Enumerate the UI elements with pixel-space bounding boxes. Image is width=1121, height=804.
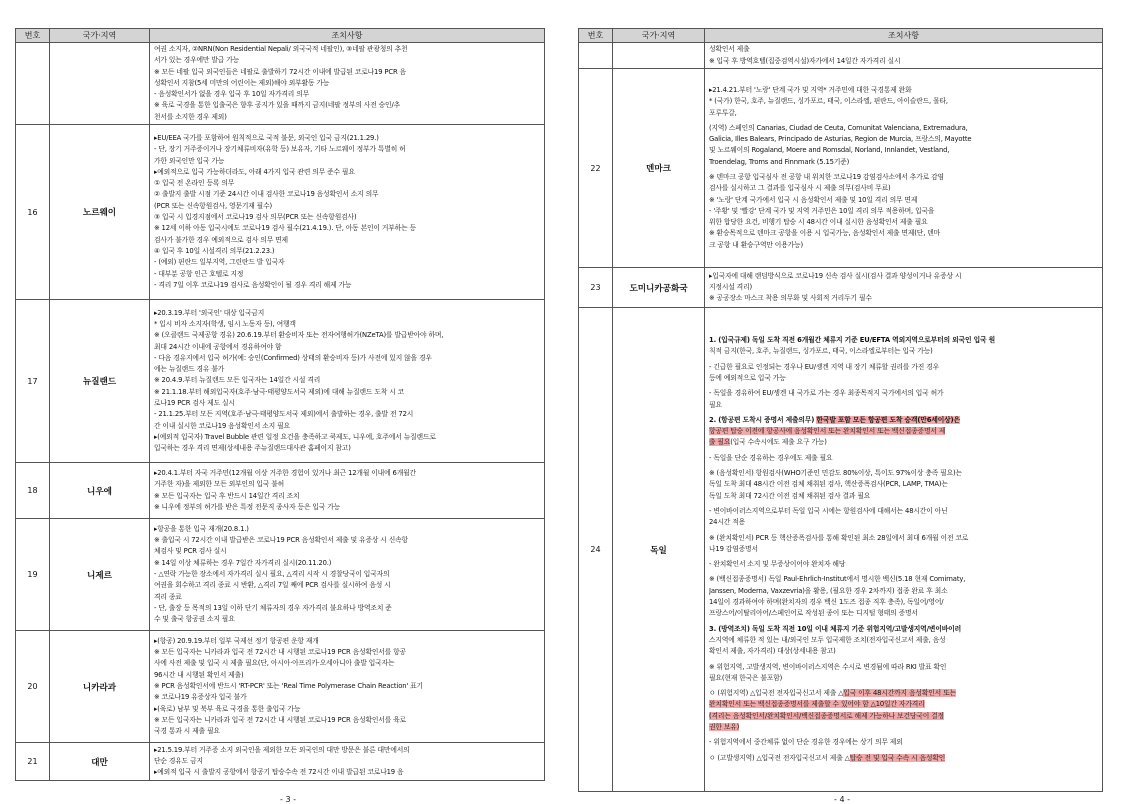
row-measures	[705, 43, 1103, 69]
highlighted-text: 탑승 전 및 입국 수속 시 음성확인	[849, 753, 946, 762]
measure-line: 3. (방역조치) 독일 도착 직전 10일 이내 체류지 기준 위험지역/고발생지역/변이바이러	[709, 624, 961, 633]
measure-line: 여권을 회수하고 격리 종료 시 반환, △격리 7일 째에 PCR 검사를 실시하여 음성 시	[154, 581, 391, 590]
row-number: 21	[16, 743, 50, 781]
row-country: 덴마크	[613, 69, 705, 268]
table-row	[16, 519, 545, 631]
header-number: 번호	[16, 29, 50, 43]
measure-line: 성확인서 지참(5세 미만의 어린이는 제외)해야 외부활동 가능	[154, 78, 330, 87]
measure-line: ▸항공을 통한 입국 재개(20.8.1.)	[154, 524, 249, 533]
row-measures	[705, 308, 1103, 792]
measure-line: - △연락 가능한 장소에서 자가격리 실시 필요, △격리 시작 시 경찰당국이 입국자의	[154, 569, 390, 578]
row-number: 23	[579, 268, 613, 308]
measure-line: 거주한 자)을 제외한 모든 외부인의 입국 불허	[154, 480, 285, 489]
row-number	[16, 43, 50, 125]
measure-line: ※ (백신접종증명서) 독일 Paul-Ehrlich-Institut에서 명시한 백신(5.18 현재 Comirnaty,	[709, 575, 966, 584]
header-country: 국가·지역	[613, 29, 705, 43]
table-row	[16, 743, 545, 781]
measure-line: 24시간 적용	[709, 518, 746, 527]
measure-line: ※ (오클랜드 국제공항 경유) 20.6.19.부터 환승비자 또는 전자여행허가(NZeTA)를 발급받아야 하며,	[154, 331, 444, 340]
measure-line: - 긴급한 필요로 인정되는 경우나 EU/솅겐 지역 내 장기 체류할 권리를 가진 경우	[709, 362, 940, 371]
row-country: 니제르	[50, 519, 150, 631]
measure-line: ※ 20.4.9.부터 뉴질랜드 모든 입국자는 14일간 시설 격리	[154, 376, 321, 385]
measure-line: ※ (음성확인서) 항원검사(WHO기준인 민감도 80%이상, 특이도 97%이상 충족 필요)는	[709, 469, 962, 478]
measure-line: - 단, 출장 등 목적의 13일 이하 단기 체류자의 경우 자가격리 불요하나 방역조치 준	[154, 603, 392, 612]
row-country: 독일	[613, 308, 705, 792]
table-row	[16, 43, 545, 125]
table-body-left	[16, 43, 545, 781]
measure-line: 프랑스어/이탈리아어/스페인어로 작성된 종이 또는 디지털 형태의 증명서	[709, 609, 918, 618]
measure-line: ▸EU/EEA 국가를 포함하여 원칙적으로 국적 불문, 외국인 입국 금지(21.1.29.)	[154, 134, 379, 142]
measure-line: 에는 뉴질랜드 경유 불가	[154, 365, 225, 374]
measure-line: ① 입국 전 온라인 등록 의무	[154, 179, 235, 188]
header-measures: 조치사항	[150, 29, 545, 43]
row-country: 뉴질랜드	[50, 300, 150, 463]
row-number: 22	[579, 69, 613, 268]
row-country	[50, 43, 150, 125]
measure-line: ▸20.4.1.부터 자국 거주민(12개월 이상 거주한 경험이 있거나 최근 12개월 이내에 6개월간	[154, 468, 416, 477]
measure-line: ※ 21.1.18.부터 해외입국자(호주·남극·태평양도서국 제외)에 대해 뉴질랜드 도착 시 코	[154, 387, 405, 396]
measure-line: 나19 감염증명서	[709, 544, 758, 553]
measure-line: - 격리 7일 이후 코로나19 검사로 음성확인이 될 경우 격리 해제 가능	[154, 280, 352, 289]
measure-line: 가한 외국인만 입국 가능	[154, 156, 225, 165]
measure-line	[709, 722, 1099, 733]
measure-line: 확인서 제출, 자가격리) 대상(상세내용 참고)	[709, 647, 836, 656]
row-country: 니우에	[50, 463, 150, 519]
measure-line: ㅇ (위험지역) △입국전 전자입국신고서 제출 △입국 이후 48시간까지 음성확인서 또는	[709, 689, 956, 698]
measure-line: Galicia, Illes Balears, Principado de Asturias, Region de Murcia, 프랑스의, Mayotte	[709, 135, 972, 144]
table-row	[579, 268, 1103, 308]
measure-line: ※ 입국 후 방역호텔(집중검역시설)자가에서 14일간 자가격리 실시	[709, 56, 901, 65]
highlighted-text: 항공편 탑승 이전에 항공사에 음성확인서 또는 완치확인서 또는 백신접종증명서 제	[709, 427, 946, 436]
measure-line: ※ 모든 네팔 입국 외국인들은 네팔로 출발하기 72시간 이내에 발급된 코로나19 PCR 음	[154, 67, 406, 76]
measure-line: - 독일을 경유하여 EU/솅겐 내 국가로 가는 경우 최종목적지 국가에서의 입국 허가	[709, 389, 944, 398]
measure-line: ※ 덴마크 공항 입국심사 전 공항 내 위치한 코로나19 감염검사소에서 추가로 감염	[709, 173, 944, 181]
row-country: 노르웨이	[50, 125, 150, 300]
measure-line: 국경 통과 시 제출 필요	[154, 727, 220, 736]
row-measures	[705, 69, 1103, 268]
row-measures	[150, 631, 545, 743]
table-row	[16, 631, 545, 743]
measure-line: 필요	[709, 400, 722, 409]
measure-line: Troendelag, Troms and Finnmark (5.15기준)	[709, 157, 850, 166]
measure-line: ▸(항공) 20.9.19.부터 일부 국제선 정기 항공편 운항 재개	[154, 636, 319, 645]
highlighted-text: 출 필요	[709, 438, 731, 447]
measure-line: 1. (입국규제) 독일 도착 직전 6개월간 체류지 기준 EU/EFTA 역외지역으로부터의 외국인 입국 원	[709, 336, 996, 345]
measure-line: ※ 위험지역, 고발생지역, 변이바이러스지역은 수시로 변경됨에 따라 RKI 발표 확인	[709, 662, 947, 671]
right-page	[578, 28, 1103, 804]
measure-line: ※ 환승목적으로 덴마크 공항을 이용 시 입국가능, 음성확인서 제출 면제(단, 덴마	[709, 229, 941, 238]
table-row	[579, 69, 1103, 268]
measure-line: 스지역에 체류한 적 있는 내/외국인 모두 입국제한 조치(전자입국신고서 제출, 음성	[709, 635, 946, 644]
measure-line: 출 필요(입국 수속시에도 제출 요구 가능)	[709, 438, 827, 447]
measure-line: ※ 14일 이상 체류하는 경우 7일간 자가격리 실시(20.11.20.)	[154, 558, 332, 567]
row-measures	[150, 463, 545, 519]
measure-line: 96시간 내 시행된 확인서 제출)	[154, 670, 244, 679]
row-measures	[150, 125, 545, 300]
highlighted-text: (격리는 음성확인서/완치확인서/백신접종증명서로 해제 가능하나 보건당국이 결정	[709, 711, 944, 720]
measure-line: ▸예외적 입국 시 출발지 공항에서 항공기 탑승수속 전 72시간 이내 발급된 코로나19 음	[154, 768, 404, 777]
measure-line: 서가 있는 경우에만 발급 가능	[154, 56, 240, 65]
measure-line: 포루투갈,	[709, 108, 737, 117]
measure-line: - 대부분 공항 인근 호텔로 지정	[154, 269, 244, 278]
row-measures	[150, 519, 545, 631]
measure-line: ※ 니우에 정부의 허가를 받은 특정 전문직 종사자 등은 입국 가능	[154, 502, 341, 511]
measure-line: ④ 입국 후 10일 시설격리 의무(21.2.23.)	[154, 246, 275, 255]
page-number-right: - 4 -	[834, 795, 850, 804]
row-number: 24	[579, 308, 613, 792]
measure-line: - 음성확인서가 없을 경우 입국 후 10일 자가격리 의무	[154, 90, 310, 99]
table-body-right	[579, 43, 1103, 792]
row-measures	[150, 300, 545, 463]
row-country: 니카라과	[50, 631, 150, 743]
measure-line: Janssen, Moderna, Vaxzevria)을 활용, (필요한 경우 2차까지) 접종 완료 후 최소	[709, 586, 948, 595]
measure-line: 칙적 금지(한국, 호주, 뉴질랜드, 싱가포르, 태국, 이스라엘로부터는 입국 가능)	[709, 347, 933, 356]
measure-line: - 독일을 단순 경유하는 경우에도 제출 필요	[709, 453, 833, 462]
measures-table-right	[578, 28, 1103, 792]
measure-line: ※ 모든 입국자는 입국 후 반드시 14일간 격리 조치	[154, 491, 300, 500]
measure-line: 검사가 불가한 경우 예외적으로 검사 의무 면제	[154, 235, 288, 244]
measure-line: 2. (항공편 도착시 증명서 제출의무) 한국발 포함 모든 항공편 도착 승객(만6세이상)은	[709, 415, 960, 424]
measure-line: ※ 출입국 시 72시간 이내 발급받은 코로나19 PCR 음성확인서 제출 및 유증상 시 신속항	[154, 536, 408, 545]
measure-line: * 입시 비자 소지자(학생, 임시 노동자 등), 여행객	[154, 319, 296, 328]
table-header	[16, 29, 545, 43]
row-number: 16	[16, 125, 50, 300]
measure-line: ③ 입국 시 입경지점에서 코로나19 검사 의무(PCR 또는 신속항원검사)	[154, 213, 357, 222]
table-row	[579, 308, 1103, 792]
table-row	[16, 300, 545, 463]
measure-line: 사에 사전 제출 및 입국 시 제출 필요(단, 아시아·아프리카·오세아니아 출발 입국자는	[154, 659, 395, 668]
measure-line: 및 노르웨이의 Rogaland, Moere and Romsdal, Norland, Innlandet, Vestland,	[709, 146, 950, 155]
measure-line: ※ PCR 음성확인서에 반드시 'RT-PCR' 또는 'Real Time Polymerase Chain Reaction' 표기	[154, 681, 423, 690]
measure-line: 14일이 경과하여야 하며(완치자의 경우 백신 1도즈 접종 직후 충족), 독일어/영어/	[709, 598, 944, 607]
measure-line: 등에 예외적으로 입국 가능	[709, 373, 786, 382]
measure-line: 최대 24시간 이내에 공항에서 경유하여야 함	[154, 342, 282, 351]
measure-line: ▸21.4.21.부터 '노랑' 단계 국가 및 지역* 거주민에 대한 국경통제 완화	[709, 85, 912, 94]
measure-line: (지역) 스페인의 Canarias, Ciudad de Ceuta, Comunitat Valenciana, Extremadura,	[709, 123, 968, 132]
table-row	[16, 463, 545, 519]
measure-line: - 다음 경유지에서 입국 허가(예: 승인(Confirmed) 상태의 환승비자 등)가 사전에 있지 않을 경우	[154, 353, 432, 362]
left-page	[15, 28, 545, 804]
measure-line: - 단, 장기 거주증이거나 장기체류비자(유학 등) 보유자, 기타 노르웨이 정부가 특별히 허	[154, 145, 406, 154]
measure-line: (PCR 또는 신속항원검사, 영문기재 필수)	[154, 201, 272, 210]
measure-line: ② 출발지 출발 시점 기준 24시간 이내 검사한 코로나19 음성확인서 소지 의무	[154, 190, 379, 199]
measure-line: - 21.1.25.부터 모든 지역(호주·남극·태평양도서국 제외)에서 출발하는 경우, 출발 전 72시	[154, 410, 414, 419]
measure-line: 수 및 출국 항공권 소지 필요	[154, 615, 235, 624]
row-number: 17	[16, 300, 50, 463]
measures-table-left	[15, 28, 545, 781]
measure-line: 격리 종료	[154, 592, 182, 601]
measure-line: 필요(현재 한국은 불포함)	[709, 673, 783, 682]
measure-line: ▸(예외적 입국자) Travel Bubble 관련 일정 요건을 충족하고 쿡제도, 니우에, 호주에서 뉴질랜드로	[154, 432, 436, 441]
measure-line: 체검사 및 PCR 검사 실시	[154, 547, 227, 556]
table-row	[16, 125, 545, 300]
row-number: 18	[16, 463, 50, 519]
measure-line: ※ '노랑' 단계 국가에서 입국 시 음성확인서 제출 및 10일 격리 의무 면제	[709, 195, 918, 204]
measure-line: - '주황' 및 '빨강' 단계 국가 및 지역 거주민은 10일 격리 의무 적용하며, 입국을	[709, 206, 935, 215]
row-country	[613, 43, 705, 69]
row-country: 도미니카공화국	[613, 268, 705, 308]
measure-line: ※ 코로나19 유증상자 입국 불가	[154, 693, 247, 702]
row-measures	[150, 43, 545, 125]
measure-line: ▸입국자에 대해 랜덤방식으로 코로나19 신속 검사 실시(검사 결과 양성이거나 유증상 시	[709, 271, 962, 280]
measure-line: 독일 도착 최대 48시간 이전 검체 채취된 검사, 핵산증폭검사(PCR, LAMP, TMA)는	[709, 480, 948, 489]
measure-line: 천서를 소지한 경우 제외)	[154, 112, 227, 121]
table-row	[579, 43, 1103, 69]
highlighted-text: 권한 보유)	[709, 723, 740, 731]
measure-line: - 변이바이러스지역으로부터 독일 입국 시에는 항원검사에 대해서는 48시간이 아닌	[709, 506, 948, 515]
page-number-left: - 3 -	[280, 795, 296, 804]
header-number: 번호	[579, 29, 613, 43]
measure-line: 간 이내 실시한 코로나19 음성확인서 소지 필요	[154, 421, 290, 430]
header-measures: 조치사항	[705, 29, 1103, 43]
measure-line: ※ (완치확인서) PCR 등 핵산증폭검사를 통해 확인된 최소 28일에서 최대 6개월 이전 코로	[709, 533, 969, 542]
measure-line: ※ 공공장소 마스크 착용 의무화 및 사회적 거리두기 필수	[709, 294, 872, 303]
measure-line: 위한 합당한 요건, 비행기 탑승 시 48시간 이내 실시한 음성확인서 제출 필요	[709, 218, 928, 227]
measure-line: - (예외) 핀란드 일부지역, 그린란드 발 입국자	[154, 258, 285, 267]
measure-line: ▸예외적으로 입국 가능하더라도, 아래 4가지 입국 관련 의무 준수 필요	[154, 167, 355, 176]
measure-line: - 위험지역에서 중간체류 없이 단순 경유한 경우에는 상기 의무 제외	[709, 738, 903, 747]
row-number: 20	[16, 631, 50, 743]
row-measures	[705, 268, 1103, 308]
header-country: 국가·지역	[50, 29, 150, 43]
row-number: 19	[16, 519, 50, 631]
table-header	[579, 29, 1103, 43]
highlighted-text: 한국발 포함 모든 항공편 도착 승객(만6세이상)은	[816, 415, 960, 424]
measure-line: ㅇ (고발생지역) △입국전 전자입국신고서 제출 △탑승 전 및 입국 수속 시 음성확인	[709, 753, 946, 762]
measure-line: ※ 육로 국경을 통한 입출국은 향후 공지가 있을 때까지 금지(네팔 정부의 사전 승인/추	[154, 101, 401, 110]
measure-line: ▸21.5.19.부터 거주증 소지 외국인을 제외한 모든 외국인의 대만 방문은 불른 대만에서의	[154, 745, 410, 754]
measure-line	[709, 426, 1099, 437]
measure-line: 성확인서 제출	[709, 45, 750, 54]
highlighted-text: 입국 이후 48시간까지 음성확인서 또는	[843, 689, 956, 698]
measure-line: 여권 소지자, ②NRN(Non Residential Nepali/ 외국국적 네팔인), ③네팔 관광청의 추천	[154, 45, 408, 53]
row-country: 대만	[50, 743, 150, 781]
measure-line: 로나19 PCR 검사 제도 실시	[154, 399, 235, 408]
measure-line: ▸(육로) 남부 및 북부 육로 국경을 통한 출입국 가능	[154, 704, 301, 713]
measure-line: * (국가) 한국, 호주, 뉴질랜드, 싱가포르, 태국, 이스라엘, 핀란드, 아이슬란드, 몰타,	[709, 97, 948, 106]
measure-line: ▸20.3.19.부터 '외국인' 대상 입국금지	[154, 308, 265, 317]
measure-line: ※ 모든 입국자는 니카라과 입국 전 72시간 내 시행된 코로나19 PCR 음성확인서를 항공	[154, 648, 406, 657]
measure-line: 단순 경유도 금지	[154, 756, 203, 765]
row-measures	[150, 743, 545, 781]
measure-line: 크 공항 내 환승구역만 이용가능)	[709, 240, 803, 249]
measure-line: ※ 모든 입국자는 니카라과 입국 전 72시간 내 시행된 코로나19 PCR 음성확인서를 육로	[154, 715, 406, 724]
measure-line	[709, 699, 1099, 710]
highlighted-text: 완치확인서 또는 백신접종증명서를 제출할 수 있어야 함 △10일간 자가격리	[709, 700, 925, 709]
measure-line: ※ 12세 이하 아동 입국시에도 코로나19 검사 필수(21.4.19.). 단, 아동 본인이 거부하는 등	[154, 224, 416, 233]
measure-line: - 완치확인서 소지 및 무증상이어야 완치자 해당	[709, 560, 846, 569]
measure-line: 검사를 실시하고 그 결과를 입국심사 시 제출 의무(검사비 무료)	[709, 184, 891, 193]
row-number	[579, 43, 613, 69]
measure-line: 지정시설 격리)	[709, 282, 753, 291]
measure-line: 독일 도착 최대 72시간 이전 검체 채취된 검사 결과 필요	[709, 491, 871, 500]
measure-line	[709, 711, 1099, 722]
measure-line: 입국하는 경우 격리 면제(상세내용 주뉴질랜드대사관 홈페이지 참고)	[154, 444, 351, 453]
